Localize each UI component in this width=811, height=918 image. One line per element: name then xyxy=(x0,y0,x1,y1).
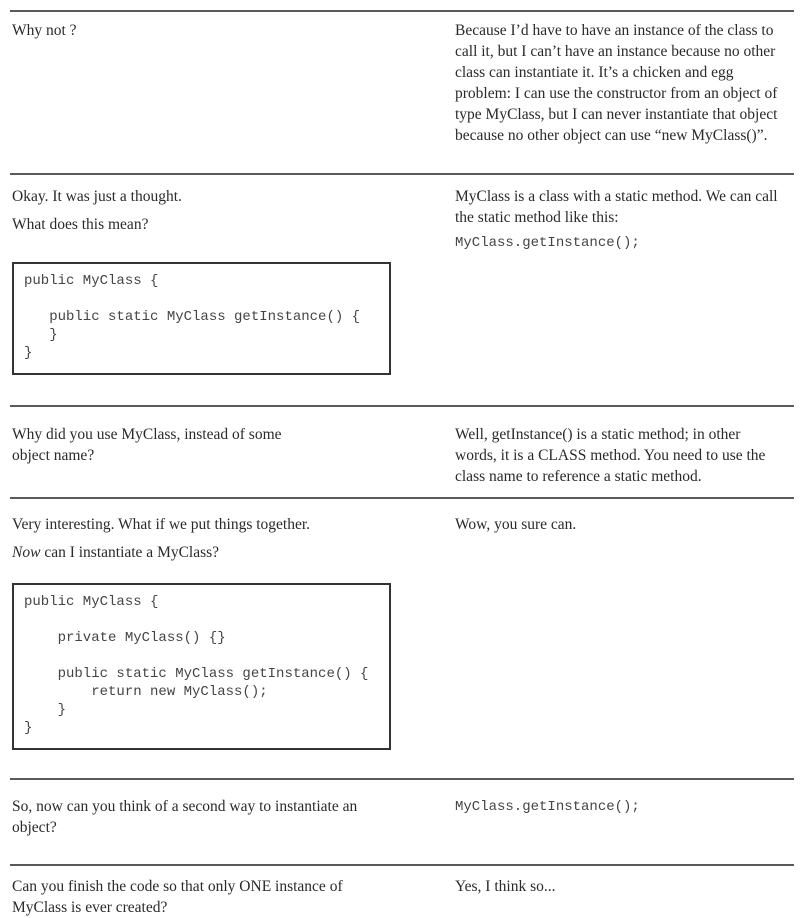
question-text: So, now can you think of a second way to instantiate an object? xyxy=(12,798,358,836)
answer-text: Well, getInstance() is a static method; in other words, it is a CLASS method. You need to use the class name to reference a static method. xyxy=(455,426,766,485)
code-block xyxy=(12,262,391,375)
answer-text: MyClass is a class with a static method. We can call the static method like this: xyxy=(455,188,778,226)
code-line xyxy=(24,611,389,629)
divider xyxy=(10,778,794,780)
code-line: } xyxy=(24,702,67,718)
divider xyxy=(10,10,794,12)
question-text: Why not ? xyxy=(12,22,77,39)
answer-text: Yes, I think so... xyxy=(455,878,556,895)
question-text xyxy=(12,542,219,563)
answer-code: MyClass.getInstance(); xyxy=(455,799,640,815)
answer-code: MyClass.getInstance(); xyxy=(455,235,640,251)
code-line xyxy=(24,647,389,665)
code-line: public static MyClass getInstance() { xyxy=(24,309,361,325)
divider xyxy=(10,497,794,499)
question-text: Can you finish the code so that only ONE instance of MyClass is ever created? xyxy=(12,878,343,916)
code-block xyxy=(12,583,391,750)
code-line: public MyClass { xyxy=(24,594,159,610)
question-text: What does this mean? xyxy=(12,216,149,233)
code-line: private MyClass() {} xyxy=(24,630,226,646)
question-rest: can I instantiate a MyClass? xyxy=(40,544,220,561)
code-line xyxy=(24,290,389,308)
code-line: } xyxy=(24,327,58,343)
answer-text: Because I’d have to have an instance of the class to call it, but I can’t have an instance because no other class can instantiate it. It’s a chicken and egg problem: I can use the constructor from an object of type MyClass, but I can never instantiate that object because no other object can use “new MyClass()”. xyxy=(455,22,778,144)
divider xyxy=(10,173,794,175)
code-line: return new MyClass(); xyxy=(24,684,268,700)
code-line: public MyClass { xyxy=(24,273,159,289)
code-line: } xyxy=(24,720,33,736)
divider xyxy=(10,405,794,407)
question-text: Okay. It was just a thought. xyxy=(12,188,182,205)
code-line: public static MyClass getInstance() { xyxy=(24,666,369,682)
question-text: Why did you use MyClass, instead of some object name? xyxy=(12,426,282,464)
question-text: Very interesting. What if we put things together. xyxy=(12,516,311,533)
answer-text: Wow, you sure can. xyxy=(455,516,577,533)
emphasis-word: Now xyxy=(12,544,41,561)
code-line: } xyxy=(24,345,33,361)
divider xyxy=(10,864,794,866)
